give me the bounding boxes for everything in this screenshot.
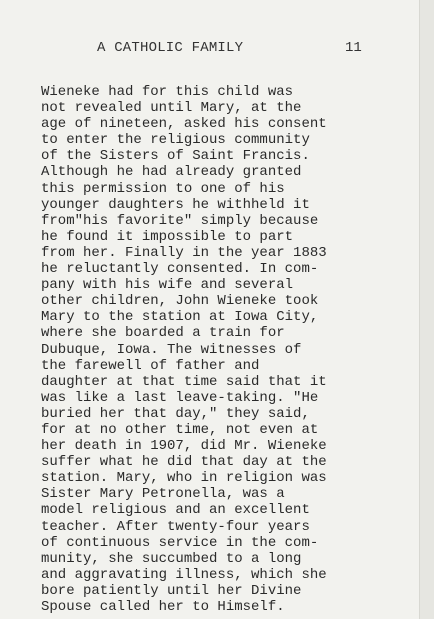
- page-number: 11: [345, 40, 362, 56]
- text-line: other children, John Wieneke took: [41, 293, 319, 310]
- text-line: he reluctantly consented. In com-: [41, 261, 319, 278]
- text-line: model religious and an excellent: [41, 502, 310, 519]
- text-line: not revealed until Mary, at the: [41, 100, 302, 117]
- body-text: [41, 84, 421, 615]
- text-line: of the Sisters of Saint Francis.: [41, 148, 310, 165]
- text-line: from her. Finally in the year 1883: [41, 244, 327, 261]
- text-line: station. Mary, who in religion was: [41, 470, 327, 487]
- text-line: for at no other time, not even at: [41, 421, 319, 438]
- text-line: Wieneke had for this child was: [41, 84, 294, 100]
- page-header: [0, 40, 420, 62]
- text-line: where she boarded a train for: [41, 325, 285, 342]
- text-line: from"his favorite" simply because: [41, 212, 319, 229]
- text-line: buried her that day," they said,: [41, 405, 310, 422]
- text-line: Sister Mary Petronella, was a: [41, 486, 285, 503]
- text-line: her death in 1907, did Mr. Wieneke: [41, 438, 327, 455]
- text-line: he found it impossible to part: [41, 228, 294, 245]
- text-line: Spouse called her to Himself.: [41, 599, 285, 615]
- text-line: the farewell of father and: [41, 357, 260, 374]
- text-line: of continuous service in the com-: [41, 534, 319, 551]
- text-line: younger daughters he withheld it: [41, 196, 310, 213]
- text-line: age of nineteen, asked his consent: [41, 116, 327, 133]
- text-line: Dubuque, Iowa. The witnesses of: [41, 341, 302, 358]
- text-line: munity, she succumbed to a long: [41, 550, 302, 567]
- text-line: Mary to the station at Iowa City,: [41, 309, 319, 326]
- page-edge: [420, 0, 434, 619]
- text-line: daughter at that time said that it: [41, 373, 327, 390]
- text-line: pany with his wife and several: [41, 277, 294, 294]
- running-head: A CATHOLIC FAMILY: [97, 40, 244, 56]
- text-line: teacher. After twenty-four years: [41, 518, 310, 535]
- text-line: was like a last leave-taking. "He: [41, 389, 319, 406]
- text-line: Although he had already granted: [41, 164, 302, 181]
- text-line: and aggravating illness, which she: [41, 566, 327, 583]
- text-line: this permission to one of his: [41, 180, 285, 197]
- text-line: suffer what he did that day at the: [41, 454, 327, 471]
- text-line: bore patiently until her Divine: [41, 582, 302, 599]
- text-line: to enter the religious community: [41, 132, 310, 149]
